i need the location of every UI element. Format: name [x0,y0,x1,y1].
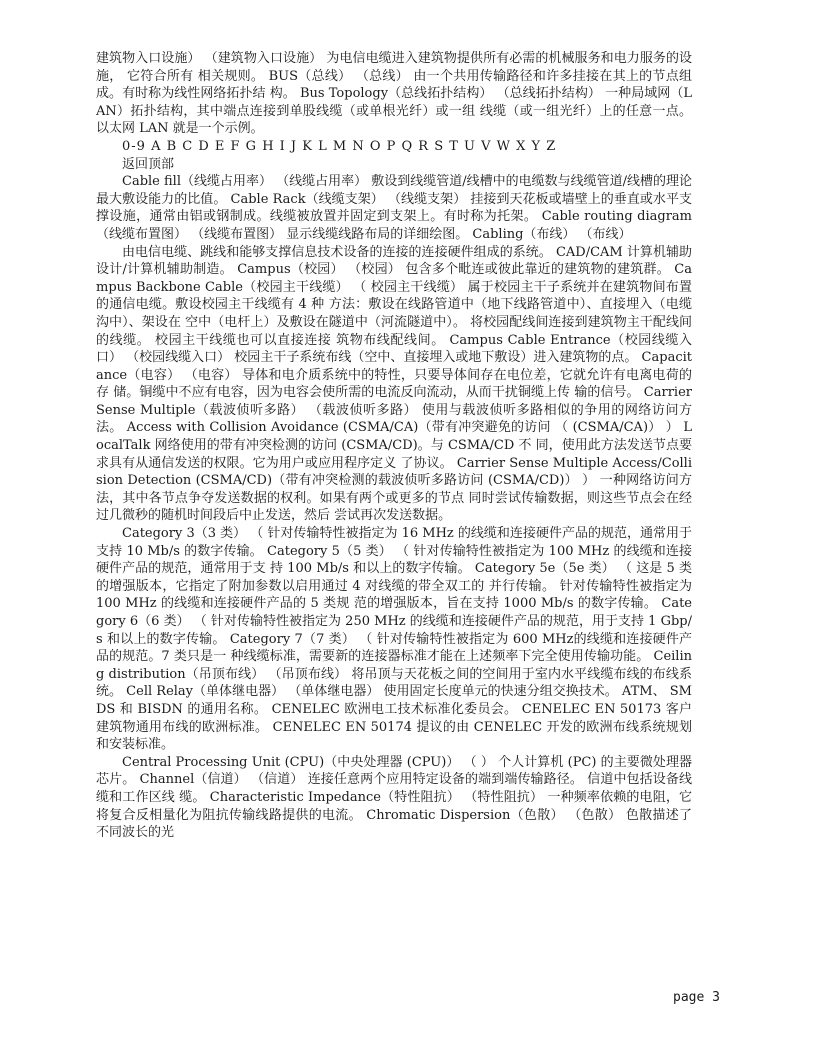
paragraph-cable-terms: Cable fill（线缆占用率） （线缆占用率） 敷设到线缆管道/线槽中的电缆数与线缆管道/线槽的理论最大敷设能力的比值。 Cable Rack（线缆支架） （线缆支架） 挂接到天花板或墙壁上的垂直或水平支撑设施，通常由铝或钢制成。线缆被放置并固定到支架上。有时称为托架。 Cable routing diagram（线缆布置图） （线缆布置图） 显示线缆线路布局的详细绘图。 Cabling（布线） （布线） [96,174,693,242]
back-to-top-link[interactable]: 返回顶部 [122,156,175,172]
paragraph-category-cenelec: Category 3（3 类） （ 针对传输特性被指定为 16 MHz 的线缆和连接硬件产品的规范，通常用于支持 10 Mb/s 的数字传输。 Category 5（5 类） （ 针对传输特性被指定为 100 MHz 的线缆和连接硬件产品的规范，通常用于支 持 100 Mb/s 和以上的数字传输。 Category 5e（5e 类） （ 这是 5 类的增强版本，它指定了附加参数以启用通过 4 对线缆的带全双工的 并行传输。 针对传输特性被指定为 100 MHz 的线缆和连接硬件产品的 5 类规 范的增强版本，旨在支持 1000 Mb/s 的数字传输。 Category 6（6 类） （ 针对传输特性被指定为 250 MHz 的线缆和连接硬件产品的规范，用于支持 1 Gbp/s 和以上的数字传输。 Category 7（7 类） （ 针对传输特性被指定为 600 MHz的线缆和连接硬件产品的规范。7 类只是一 种线缆标准，需要新的连接器标准才能在上述频率下完全使用传输功能。 Ceiling distribution（吊顶布线） （吊顶布线） 将吊顶与天花板之间的空间用于室内水平线缆布线的布线系统。 Cell Relay（单体继电器） （单体继电器） 使用固定长度单元的快速分组交换技术。 ATM、 SMDS 和 BISDN 的通用名称。 CENELEC 欧洲电工技术标准化委员会。 CENELEC EN 50173 客户建筑物通用布线的欧洲标准。 CENELEC EN 50174 提议的由 CENELEC 开发的欧洲布线系统规划和安装标准。 [96,526,692,753]
page-number: page 3 [673,990,720,1005]
paragraph-cpu-channel-dispersion: Central Processing Unit (CPU)（中央处理器 (CPU)） （ ） 个人计算机 (PC) 的主要微处理器芯片。 Channel（信道） （信道） 连接任意两个应用特定设备的端到端传输路径。 信道中包括设备线缆和工作区线 缆。 Characteristic Impedance（特性阻抗） （特性阻抗） 一种频率依赖的电阻，它将复合反相量化为阻抗传输线路提供的电流。 Chromatic Dispersion（色散） （色散） 色散描述了不同波长的光 [96,754,692,841]
paragraph-building-entrance-bus: 建筑物入口设施） （建筑物入口设施） 为电信电缆进入建筑物提供所有必需的机械服务和电力服务的设施， 它符合所有 相关规则。 BUS（总线） （总线） 由一个共用传输路径和许多挂接在其上的节点组成。有时称为线性网络拓扑结 构。 Bus Topology（总线拓扑结构） （总线拓扑结构） 一种局域网（LAN）拓扑结构，其中端点连接到单股线缆（或单根光纤）或一组 线缆（或一组光纤）上的任意一点。以太网 LAN 就是一个示例。 [96,51,692,137]
document-body [96,50,692,842]
alphabet-index-links[interactable]: 0-9 A B C D E F G H I J K L M N O P Q R S T U V W X Y Z [122,138,557,154]
paragraph-cabling-campus-carrier: 由电信电缆、跳线和能够支撑信息技术设备的连接的连接硬件组成的系统。 CAD/CAM 计算机辅助设计/计算机辅助制造。 Campus（校园） （校园） 包含多个毗连或彼此靠近的建筑物的建筑群。 Campus Backbone Cable（校园主干线缆） （ 校园主干线缆） 属于校园主干子系统并在建筑物间布置的通信电缆。敷设校园主干线缆有 4 种 方法：敷设在线路管道中（地下线路管道中）、直接埋入（电缆沟中）、架设在 空中（电杆上）及敷设在隧道中（河流隧道中）。 将校园配线间连接到建筑物主干配线间的线缆。 校园主干线缆也可以直接连接 筑物布线配线间。 Campus Cable Entrance（校园线缆入口） （校园线缆入口） 校园主干子系统布线（空中、直接埋入或地下敷设）进入建筑物的点。 Capacitance（电容） （电容） 导体和电介质系统中的特性，只要导体间存在电位差，它就允许有电离电荷的存 储。铜缆中不应有电容，因为电容会使所需的电流反向流动，从而干扰铜缆上传 输的信号。 Carrier Sense Multiple（载波侦听多路） （载波侦听多路） 使用与载波侦听多路相似的争用的网络访问方法。 Access with Collision Avoidance (CSMA/CA)（带有冲突避免的访问 （ (CSMA/CA)） ） LocalTalk 网络使用的带有冲突检测的访问 (CSMA/CD)。与 CSMA/CD 不 同，使用此方法发送节点要求具有从通信发送的权限。它为用户或应用程序定义 了协议。 Carrier Sense Multiple Access/Collision Detection (CSMA/CD)（带有冲突检测的载波侦听多路访问 (CSMA/CD)） ） 一种网络访问方法，其中各节点争夺发送数据的权利。如果有两个或更多的节点 同时尝试传输数据，则这些节点会在经过几微秒的随机时间段后中止发送，然后 尝试再次发送数据。 [96,244,692,524]
